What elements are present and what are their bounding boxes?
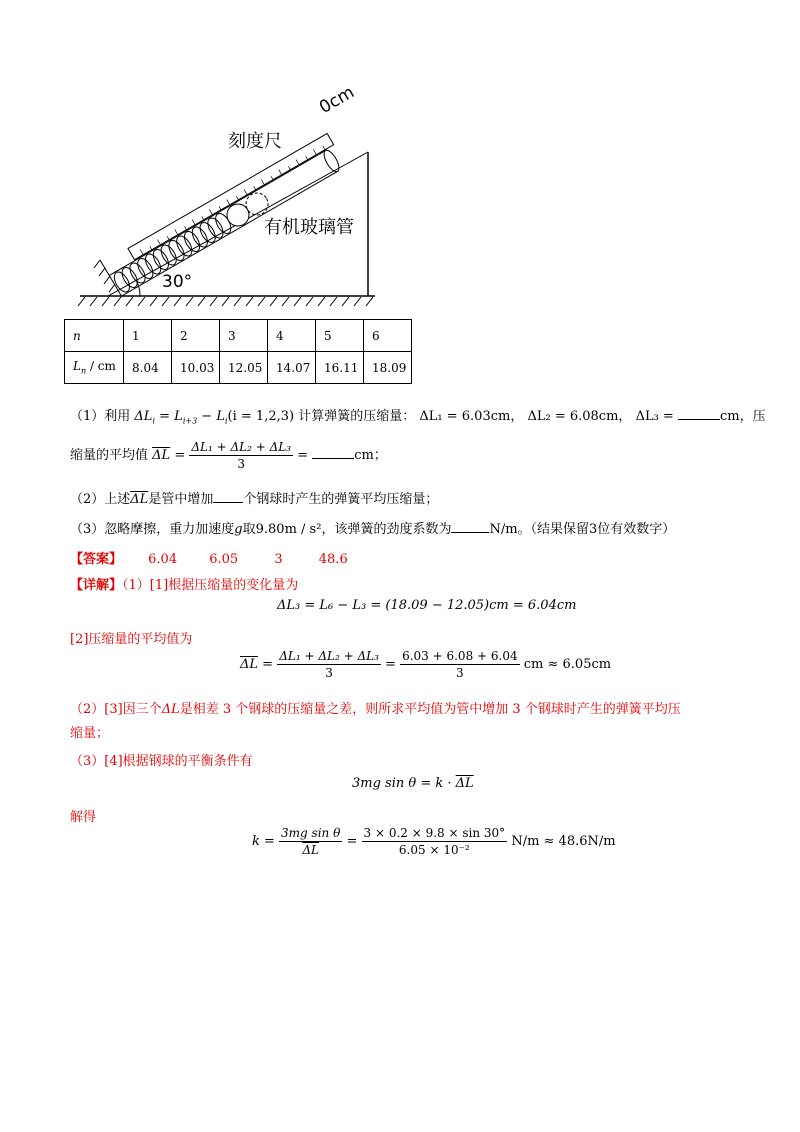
explanation-line-2: [2]压缩量的平均值为 bbox=[70, 632, 193, 647]
q1-dl3: ΔL₃ = bbox=[635, 409, 674, 424]
answer-line bbox=[70, 548, 348, 567]
table-cell: 3 bbox=[220, 320, 268, 352]
row-label: L bbox=[73, 359, 81, 374]
q1-line2-prefix: 缩量的平均值 bbox=[70, 448, 149, 463]
question-3 bbox=[70, 518, 675, 537]
answer-value: 6.05 bbox=[209, 552, 239, 567]
table-cell: 2 bbox=[172, 320, 220, 352]
table-cell: 8.04 bbox=[124, 352, 172, 384]
q3-mid: 取 bbox=[242, 522, 256, 537]
q1-range: (i = 1,2,3) bbox=[227, 409, 295, 424]
row-label-unit: / cm bbox=[86, 359, 116, 374]
q2-prefix: （2）上述 bbox=[70, 492, 131, 507]
eq3-left: 3mg sin θ = k · bbox=[352, 776, 456, 791]
answer-value: 3 bbox=[274, 552, 283, 567]
q1-mid: 计算弹簧的压缩量： bbox=[298, 409, 416, 424]
q3-g-value: 9.80m / s² bbox=[255, 522, 322, 537]
explanation-line-5: （3）[4]根据钢球的平衡条件有 bbox=[70, 754, 253, 769]
zero-label: 0cm bbox=[316, 82, 358, 118]
table-cell: 16.11 bbox=[316, 352, 364, 384]
answer-label: 【答案】 bbox=[70, 552, 123, 567]
explanation-line-4: 缩量； bbox=[70, 726, 110, 741]
equation-1: ΔL₃ = L₆ − L₃ = (18.09 − 12.05)cm = 6.04cm bbox=[277, 598, 577, 613]
q1-dl1: ΔL₁ = 6.03cm bbox=[419, 409, 511, 424]
q1-formula: ΔL bbox=[134, 409, 153, 424]
wall-hatching bbox=[94, 260, 122, 297]
avg-delta-l: $\overline{\Delta L}$ bbox=[152, 448, 171, 463]
row-label-sub: n bbox=[80, 366, 87, 376]
q1-prefix: （1）利用 bbox=[70, 409, 131, 424]
q3-end: N/m。（结果保留3位有效数字） bbox=[489, 522, 676, 537]
table-cell: 1 bbox=[124, 320, 172, 352]
q1-line2-end: cm； bbox=[354, 448, 387, 463]
q1-minus: − L bbox=[197, 409, 225, 424]
table-cell: 18.09 bbox=[364, 352, 412, 384]
q3-text: ，该弹簧的劲度系数为 bbox=[321, 522, 452, 537]
table-cell: 5 bbox=[316, 320, 364, 352]
eq2-end: cm ≈ 6.05cm bbox=[523, 657, 612, 672]
eq2-fraction-1: $\frac{\text{ΔL₁ + ΔL₂ + ΔL₃}}{3}$ bbox=[279, 649, 379, 680]
data-table bbox=[64, 319, 412, 384]
question-2 bbox=[70, 488, 438, 507]
table-cell: 4 bbox=[268, 320, 316, 352]
avg-fraction: $\frac{\text{ΔL₁ + ΔL₂ + ΔL₃}}{3}$ bbox=[191, 440, 292, 471]
ruler-label: 刻度尺 bbox=[228, 131, 282, 152]
q1-sub: i bbox=[152, 416, 156, 426]
table-row bbox=[65, 352, 412, 384]
q1-eq: = L bbox=[155, 409, 183, 424]
answer-blank-2[interactable] bbox=[312, 447, 354, 459]
answer-value: 48.6 bbox=[318, 552, 348, 567]
equation-3 bbox=[352, 776, 474, 791]
q3-g: g bbox=[234, 522, 243, 537]
q1-dl2: ΔL₂ = 6.08cm bbox=[527, 409, 619, 424]
eq4-end: N/m ≈ 48.6N/m bbox=[511, 834, 616, 849]
answer-value: 6.04 bbox=[148, 552, 178, 567]
table-cell: n bbox=[65, 320, 124, 352]
table-cell: 10.03 bbox=[172, 352, 220, 384]
explanation-p3a: （2）[3]因三个 bbox=[70, 702, 162, 717]
table-cell: 14.07 bbox=[268, 352, 316, 384]
q2-delta-l: $\overline{\Delta L}$ bbox=[130, 492, 149, 507]
explanation-label: 【详解】 bbox=[70, 578, 123, 593]
q1-sub-i2: i bbox=[224, 416, 228, 426]
q1-sub-i3: i+3 bbox=[182, 416, 198, 426]
ground-hatching bbox=[78, 297, 373, 306]
eq3-right: $\overline{\Delta L}$ bbox=[455, 776, 474, 791]
eq4-fraction-1: $\frac{\text{3mg sin θ}}{\Delta L}$ bbox=[281, 826, 341, 857]
answer-blank-4[interactable] bbox=[451, 521, 489, 533]
table-cell: 12.05 bbox=[220, 352, 268, 384]
q2-end: 个钢球时产生的弹簧平均压缩量； bbox=[243, 492, 439, 507]
eq2-lhs: $\overline{\Delta L}$ bbox=[240, 657, 259, 672]
equation-2: $\overline{\Delta L}$ = $\frac{\text{ΔL₁ + ΔL₂ + ΔL₃}}{3}$ = $\frac{6.03 + 6.08 + 6.04}{3}$ cm ≈ 6.05cm bbox=[240, 649, 612, 680]
explanation-p3b: 是相差 3 个钢球的压缩量之差，则所求平均值为管中增加 3 个钢球时产生的弹簧平均压 bbox=[179, 702, 681, 717]
table-row bbox=[65, 320, 412, 352]
tube-label: 有机玻璃管 bbox=[264, 217, 354, 238]
table-cell bbox=[65, 352, 124, 384]
question-1-line-1: （1）利用 $\Delta L_i = L_{i+3} - L_i(i = 1,2,3)$ 计算弹簧的压缩量： ΔL₁ = 6.03cm， ΔL₂ = 6.08cm， ΔL₃ = cm，压 bbox=[70, 409, 766, 426]
explanation-line-1 bbox=[70, 574, 298, 593]
eq4-k: k = bbox=[252, 834, 275, 849]
eq4-fraction-2: $\frac{3 \times 0.2 \times 9.8 \times \sin 30^\circ}{\text{6.05 × 10⁻²}}$ bbox=[363, 826, 506, 857]
q2-mid: 是管中增加 bbox=[148, 492, 214, 507]
explanation-line-6: 解得 bbox=[70, 810, 97, 825]
eq2-fraction-2: $\frac{6.03 + 6.08 + 6.04}{3}$ bbox=[402, 649, 518, 680]
q1-unit-end: cm，压 bbox=[719, 409, 766, 424]
angle-label: 30° bbox=[162, 272, 193, 292]
p3-delta-l: ΔL bbox=[161, 702, 180, 717]
explanation-p1: （1）[1]根据压缩量的变化量为 bbox=[122, 578, 299, 593]
equation-4: k = $\frac{\text{3mg sin θ}}{\Delta L}$ = $\frac{3 \times 0.2 \times 9.8 \times \sin 30^\circ}{\text{6.05 × 10⁻²}}$ N/m ≈ 48.6N/m bbox=[252, 826, 616, 857]
incline-diagram bbox=[70, 90, 390, 320]
explanation-line-3 bbox=[70, 698, 681, 717]
q3-prefix: （3）忽略摩擦，重力加速度 bbox=[70, 522, 235, 537]
question-1-line-2: 缩量的平均值 $\overline{\Delta L}$ = $\frac{\text{ΔL₁ + ΔL₂ + ΔL₃}}{3}$ = cm； bbox=[70, 440, 387, 471]
table-cell: 6 bbox=[364, 320, 412, 352]
answer-blank-3[interactable] bbox=[213, 491, 243, 503]
answer-blank-1[interactable] bbox=[678, 408, 720, 420]
